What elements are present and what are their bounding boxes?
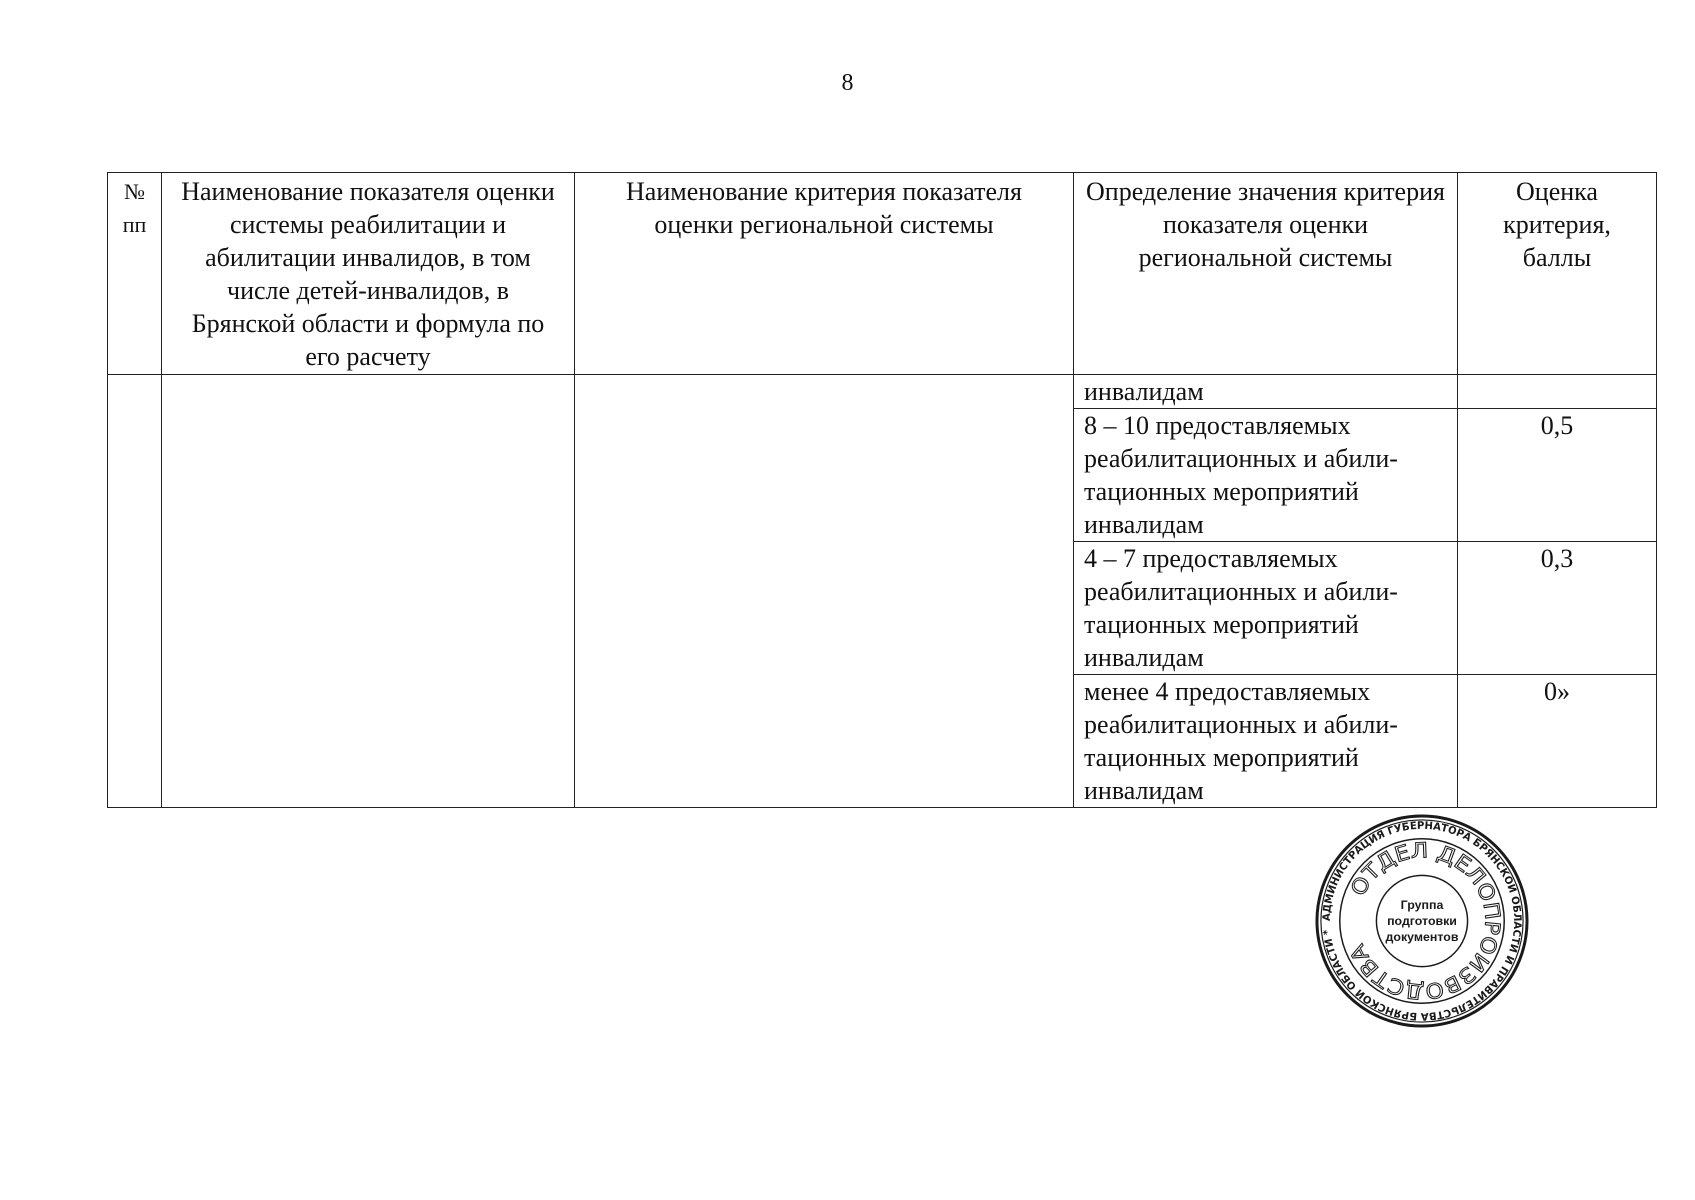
cell-score: 0,3	[1458, 542, 1657, 675]
stamp-center-line1: Группа	[1400, 898, 1444, 913]
table-row	[108, 375, 1657, 409]
header-criterion-name: Наименование критерия показателя оценки региональной системы	[575, 173, 1074, 375]
cell-indicator	[162, 375, 575, 808]
cell-criterion	[575, 375, 1074, 808]
cell-definition: менее 4 предоставляемых реабилитационных и абили-тационных мероприятий инвалидам	[1074, 675, 1458, 808]
cell-definition: 8 – 10 предоставляемых реабилитационных и абили-тационных мероприятий инвалидам	[1074, 409, 1458, 542]
official-stamp	[1313, 812, 1531, 1030]
header-number: № пп	[108, 173, 162, 375]
cell-definition: 4 – 7 предоставляемых реабилитационных и абили-тационных мероприятий инвалидам	[1074, 542, 1458, 675]
cell-definition: инвалидам	[1074, 375, 1458, 409]
stamp-ring-text: ОТДЕЛ ДЕЛОПРОИЗВОДСТВА	[1345, 838, 1505, 1004]
page-number: 8	[841, 70, 854, 96]
criteria-table	[107, 172, 1657, 808]
header-indicator-name: Наименование показателя оценки системы реабилитации и абилитации инвалидов, в том числе детей-инвалидов, в Брянской области и формула по его расчету	[162, 173, 575, 375]
cell-score: 0»	[1458, 675, 1657, 808]
header-score: Оценка критерия, баллы	[1458, 173, 1657, 375]
header-criterion-definition: Определение значения критерия показателя оценки региональной системы	[1074, 173, 1458, 375]
cell-number	[108, 375, 162, 808]
stamp-center-line3: документов	[1385, 929, 1459, 944]
stamp-outer-text: АДМИНИСТРАЦИЯ ГУБЕРНАТОРА БРЯНСКОЙ ОБЛАСТИ И ПРАВИТЕЛЬСТВА БРЯНСКОЙ ОБЛАСТИ *	[1320, 819, 1524, 1023]
stamp-center-line2: подготовки	[1387, 913, 1457, 928]
cell-score	[1458, 375, 1657, 409]
cell-score: 0,5	[1458, 409, 1657, 542]
table-header-row	[108, 173, 1657, 375]
